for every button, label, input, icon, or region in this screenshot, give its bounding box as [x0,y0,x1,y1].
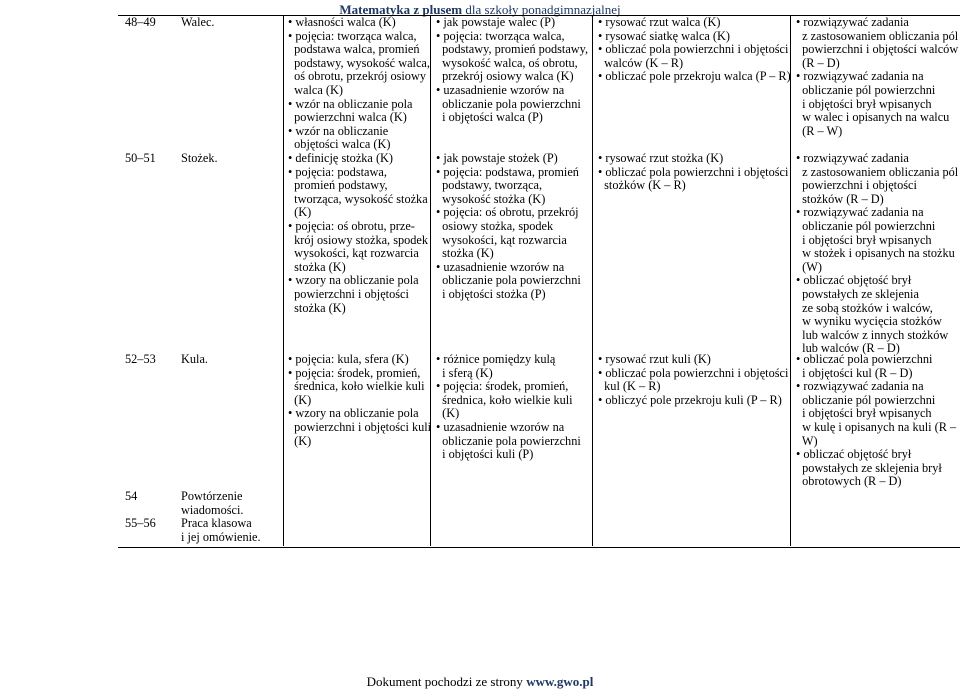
advanced-line: • obliczać objętość brył [796,273,912,288]
advanced-line: • obliczać pola powierzchni [796,352,933,366]
understanding-line: • pojęcia: środek, promień, [436,379,569,394]
advanced-line: • rozwiązywać zadania [796,151,909,165]
advanced-line: W) [796,433,818,448]
knowledge-line: (K) [288,392,312,407]
row-knowledge-cell [288,353,431,448]
understanding-line: osiowy stożka, spodek [436,218,554,233]
knowledge-line: • definicję stożka (K) [288,151,394,165]
knowledge-line: (K) [288,205,312,220]
topic-line: i jej omówienie. [181,529,261,544]
skills-line: • rysować rzut kuli (K) [598,352,711,366]
row-advanced-cell [796,16,958,138]
knowledge-line: • pojęcia: tworząca walca, [288,28,417,43]
skills-line: • obliczać pola powierzchni i objętości [598,365,789,380]
row-skills-cell [598,353,788,407]
topic-line: Kula. [181,352,208,366]
understanding-line: • jak powstaje stożek (P) [436,151,558,165]
row-topic [181,152,218,166]
advanced-line: powierzchni i objętości [796,178,917,193]
row-number: 48–49 [125,15,156,29]
understanding-line: i objętości stożka (P) [436,286,546,301]
advanced-line: z zastosowaniem obliczania pól [796,28,959,43]
understanding-line: podstawy, tworząca, [436,178,543,193]
page-footer [0,674,960,690]
advanced-line: • rozwiązywać zadania na [796,379,924,394]
advanced-line: i objętości brył wpisanych [796,232,932,247]
row-skills-cell [598,152,788,193]
understanding-line: wysokości, kąt rozwarcia [436,232,567,247]
topic-line: Powtórzenie [181,489,243,503]
skills-line: kul (K – R) [598,379,661,394]
advanced-line: w stożek i opisanych na stożku [796,246,955,261]
column-divider [592,15,593,546]
advanced-line: i objętości brył wpisanych [796,96,932,111]
row-understanding-cell [436,353,581,462]
understanding-line: • pojęcia: podstawa, promień [436,164,579,179]
row-understanding-cell [436,16,588,125]
row-advanced-cell [796,152,958,356]
column-divider [430,15,431,546]
understanding-line: i objętości kuli (P) [436,447,534,462]
knowledge-line: • własności walca (K) [288,15,396,29]
knowledge-line: • pojęcia: kula, sfera (K) [288,352,409,366]
row-topic [181,353,208,367]
row-advanced-cell [796,353,956,489]
skills-line: • obliczać pola powierzchni i objętości [598,164,789,179]
topic-line: wiadomości. [181,502,244,517]
footer-text: Dokument pochodzi ze strony [366,674,523,689]
advanced-line: obliczanie pól powierzchni [796,82,936,97]
knowledge-line: podstawy, wysokość walca, [288,55,430,70]
advanced-line: stożków (R – D) [796,191,884,206]
knowledge-line: promień podstawy, [288,178,388,193]
row-number: 55–56 [125,516,156,530]
advanced-line: powstałych ze sklejenia brył [796,460,942,475]
row-topic [181,517,261,544]
advanced-line: (R – W) [796,123,843,138]
advanced-line: • rozwiązywać zadania na [796,205,924,220]
advanced-line: • rozwiązywać zadania na [796,69,924,84]
advanced-line: i objętości kul (R – D) [796,365,913,380]
knowledge-line: wysokości, kąt rozwarcia [288,246,419,261]
knowledge-line: powierzchni i objętości [288,286,409,301]
understanding-line: wysokość stożka (K) [436,191,546,206]
row-knowledge-cell [288,16,430,152]
advanced-line: ze sobą stożków i walców, [796,300,933,315]
topic-line: Stożek. [181,151,218,165]
advanced-line: • obliczać objętość brył [796,447,912,462]
knowledge-line: (K) [288,433,312,448]
footer-link[interactable]: www.gwo.pl [526,674,594,689]
knowledge-line: podstawa walca, promień [288,42,420,57]
skills-line: • obliczyć pole przekroju kuli (P – R) [598,392,782,407]
understanding-line: • różnice pomiędzy kulą [436,352,556,366]
understanding-line: obliczanie pola powierzchni [436,96,581,111]
knowledge-line: • wzory na obliczanie pola [288,406,419,421]
advanced-line: obliczanie pól powierzchni [796,392,936,407]
knowledge-line: • pojęcia: oś obrotu, prze- [288,218,415,233]
understanding-line: i sferą (K) [436,365,493,380]
knowledge-line: oś obrotu, przekrój osiowy [288,69,426,84]
advanced-line: w wyniku wycięcia stożków [796,314,942,329]
understanding-line: • jak powstaje walec (P) [436,15,556,29]
advanced-line: w walec i opisanych na walcu [796,110,950,125]
header-title: Matematyka z plusem [339,2,463,17]
row-topic [181,490,244,517]
row-topic [181,16,215,30]
skills-line: • obliczać pola powierzchni i objętości [598,42,789,57]
knowledge-line: • wzór na obliczanie pola [288,96,413,111]
advanced-line: (W) [796,259,822,274]
knowledge-line: powierzchni walca (K) [288,110,407,125]
understanding-line: • uzasadnienie wzorów na [436,419,565,434]
understanding-line: (K) [436,406,460,421]
understanding-line: przekrój osiowy walca (K) [436,69,574,84]
advanced-line: lub walców (R – D) [796,341,900,356]
understanding-line: • uzasadnienie wzorów na [436,82,565,97]
understanding-line: i objętości walca (P) [436,110,543,125]
understanding-line: obliczanie pola powierzchni [436,273,581,288]
knowledge-line: objętości walca (K) [288,137,391,152]
row-skills-cell [598,16,791,84]
column-divider [790,15,791,546]
understanding-line: obliczanie pola powierzchni [436,433,581,448]
column-divider [283,15,284,546]
row-understanding-cell [436,152,581,302]
advanced-line: (R – D) [796,55,840,70]
advanced-line: obrotowych (R – D) [796,474,902,489]
understanding-line: podstawy, promień podstawy, [436,42,589,57]
understanding-line: stożka (K) [436,246,494,261]
advanced-line: powierzchni i objętości walców [796,42,959,57]
knowledge-line: • pojęcia: środek, promień, [288,365,421,380]
row-number: 52–53 [125,352,156,366]
understanding-line: • uzasadnienie wzorów na [436,259,565,274]
skills-line: • rysować rzut walca (K) [598,15,721,29]
knowledge-line: tworząca, wysokość stożka [288,191,428,206]
understanding-line: • pojęcia: oś obrotu, przekrój [436,205,579,220]
knowledge-line: stożka (K) [288,300,346,315]
knowledge-line: • wzory na obliczanie pola [288,273,419,288]
knowledge-line: średnica, koło wielkie kuli [288,379,425,394]
knowledge-line: stożka (K) [288,259,346,274]
understanding-line: średnica, koło wielkie kuli [436,392,573,407]
row-knowledge-cell [288,152,428,315]
skills-line: walców (K – R) [598,55,684,70]
topic-line: Walec. [181,15,215,29]
knowledge-line: krój osiowy stożka, spodek [288,232,429,247]
topic-line: Praca klasowa [181,516,252,530]
knowledge-line: • pojęcia: podstawa, [288,164,387,179]
advanced-line: lub walców z innych stożków [796,327,949,342]
advanced-line: z zastosowaniem obliczania pól [796,164,959,179]
knowledge-line: powierzchni i objętości kuli [288,419,432,434]
knowledge-line: • wzór na obliczanie [288,123,389,138]
advanced-line: w kulę i opisanych na kuli (R – [796,419,957,434]
knowledge-line: walca (K) [288,82,343,97]
advanced-line: powstałych ze sklejenia [796,286,919,301]
row-number: 50–51 [125,151,156,165]
understanding-line: • pojęcia: tworząca walca, [436,28,565,43]
advanced-line: obliczanie pól powierzchni [796,218,936,233]
skills-line: • rysować rzut stożka (K) [598,151,724,165]
skills-line: stożków (K – R) [598,178,686,193]
row-number: 54 [125,489,138,503]
understanding-line: wysokość walca, oś obrotu, [436,55,578,70]
skills-line: • rysować siatkę walca (K) [598,28,730,43]
header-subtitle: dla szkoły ponadgimnazjalnej [465,2,621,17]
advanced-line: • rozwiązywać zadania [796,15,909,29]
skills-line: • obliczać pole przekroju walca (P – R) [598,69,791,84]
advanced-line: i objętości brył wpisanych [796,406,932,421]
